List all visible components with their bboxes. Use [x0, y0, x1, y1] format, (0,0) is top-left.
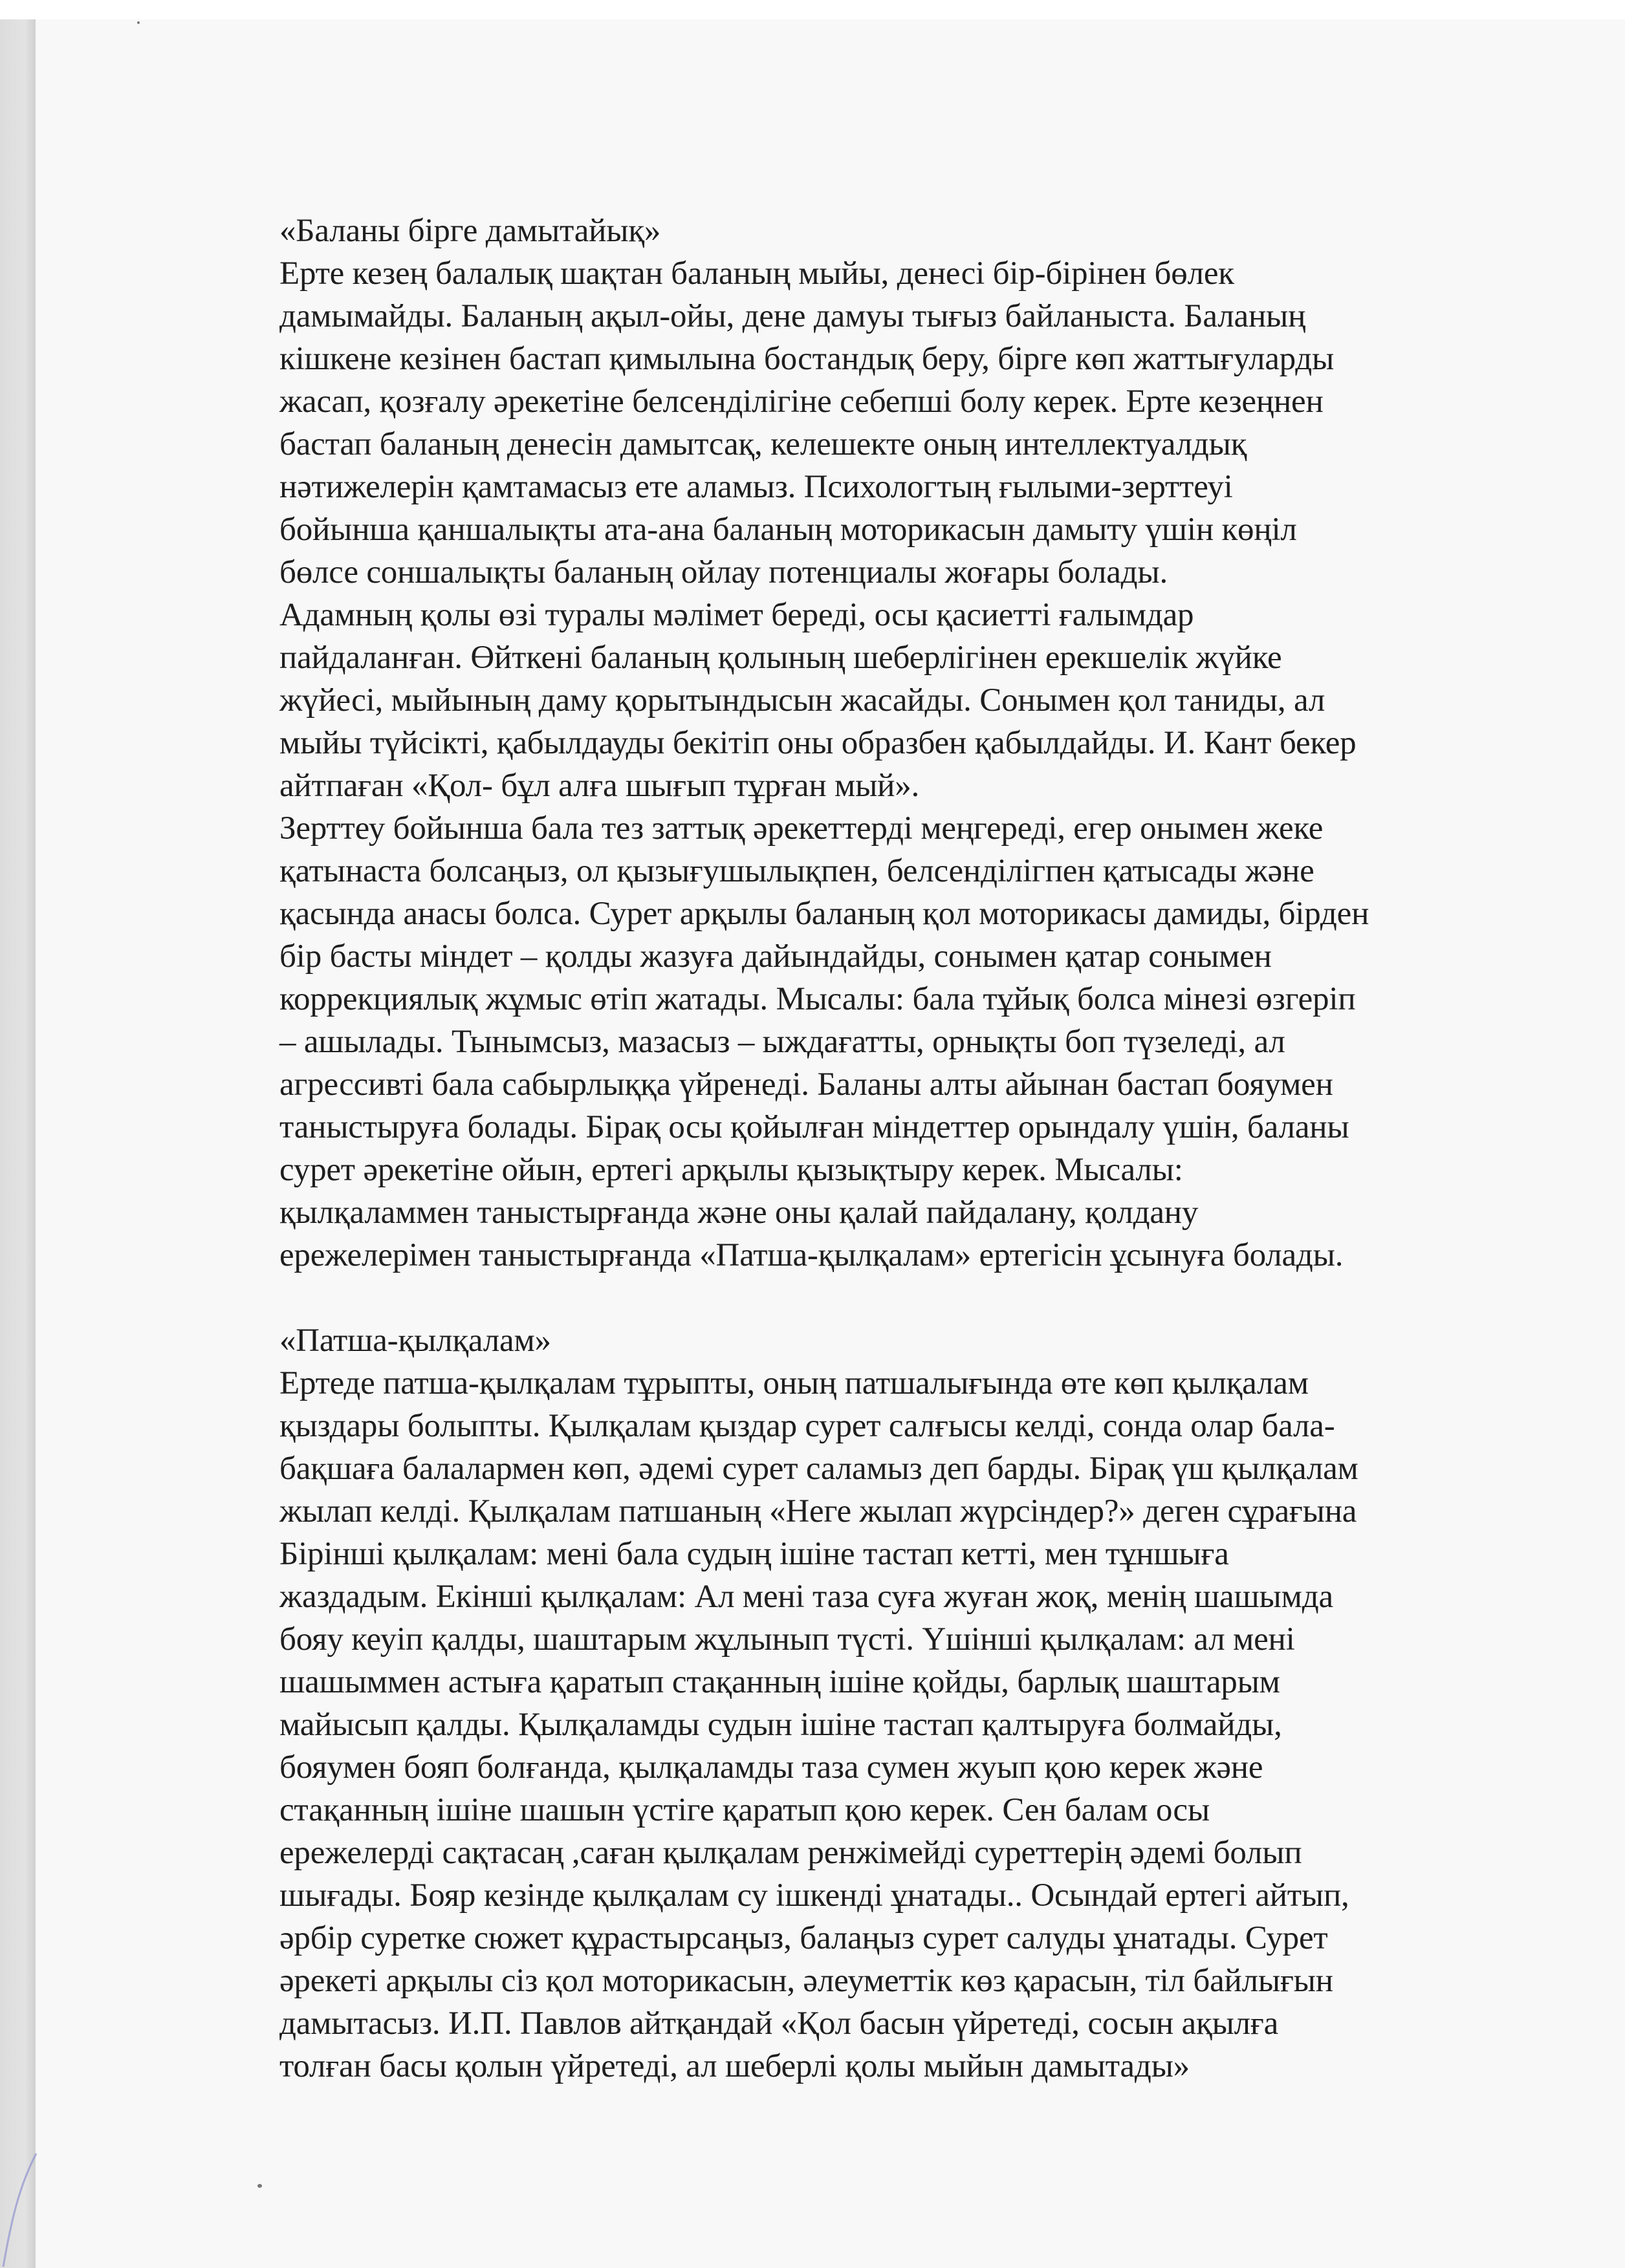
text-line: әрекеті арқылы сіз қол моторикасын, әлеуметтік көз қарасын, тіл байлығын: [279, 1963, 1333, 1999]
text-line: қатынаста болсаңыз, ол қызығушылықпен, белсенділігпен қатысады және: [279, 853, 1314, 889]
text-line: қылқаламмен таныстырғанда және оны қалай пайдалану, қолдану: [279, 1194, 1199, 1231]
text-line: жаздадым. Екінші қылқалам: Ал мені таза суға жуған жоқ, менің шашымда: [279, 1579, 1333, 1615]
text-line: дамымайды. Баланың ақыл-ойы, дене дамуы тығыз байланыста. Баланың: [279, 298, 1306, 334]
text-line: – ашылады. Тынымсыз, мазасыз – ыждағатты, орнықты боп түзеледі, ал: [279, 1024, 1285, 1060]
text-line: таныстыруға болады. Бірақ осы қойылған міндеттер орындалу үшін, баланы: [279, 1109, 1349, 1145]
text-line: ережелерді сақтасаң ,саған қылқалам ренжімейді суреттерің әдемі болып: [279, 1835, 1302, 1871]
section-baby-development: [279, 210, 1547, 1277]
text-line: майысып қалды. Қылқаламды судын ішіне тастап қалтыруға болмайды,: [279, 1707, 1282, 1743]
text-line: әрбір суретке сюжет құрастырсаңыз, балаңыз сурет салуды ұнатады. Сурет: [279, 1920, 1328, 1956]
text-line: бақшаға балалармен көп, әдемі сурет саламыз деп барды. Бірақ үш қылқалам: [279, 1451, 1358, 1487]
text-line: бір басты міндет – қолды жазуға дайындайды, сонымен қатар сонымен: [279, 938, 1272, 975]
text-line: бояумен бояп болғанда, қылқаламды таза сумен жуып қою керек және: [279, 1749, 1263, 1786]
text-line: бөлсе соншалықты баланың ойлау потенциалы жоғары болады.: [279, 554, 1168, 590]
text-line: мыйы түйсікті, қабылдауды бекітіп оны образбен қабылдайды. И. Кант бекер: [279, 725, 1357, 761]
text-line: шығады. Бояр кезінде қылқалам су ішкенді ұнатады.. Осындай ертегі айтып,: [279, 1877, 1349, 1914]
text-line: бояу кеуіп қалды, шаштарым жұлынып түсті. Үшінші қылқалам: ал мені: [279, 1621, 1295, 1658]
text-line: шашыммен астыға қаратып стақанның ішіне қойды, барлық шаштарым: [279, 1664, 1280, 1700]
text-line: қасында анасы болса. Сурет арқылы баланың қол моторикасы дамиды, бірден: [279, 896, 1369, 932]
section-king-brush-tale: [279, 1319, 1547, 2088]
text-line: ережелерімен таныстырғанда «Патша-қылқалам» ертегісін ұсынуға болады.: [279, 1237, 1344, 1273]
scan-speck: [137, 21, 140, 24]
section-title: «Патша-қылқалам»: [279, 1323, 551, 1359]
text-line: қыздары болыпты. Қылқалам қыздар сурет салғысы келді, сонда олар бала-: [279, 1408, 1335, 1444]
text-line: Ертеде патша-қылқалам тұрыпты, оның патшалығында өте көп қылқалам: [279, 1365, 1309, 1401]
text-line: айтпаған «Қол- бұл алға шығып тұрған мый».: [279, 768, 920, 804]
text-line: нәтижелерін қамтамасыз ете аламыз. Психологтың ғылыми-зерттеуі: [279, 469, 1233, 505]
section-paragraph: [279, 252, 1547, 1277]
text-line: бастап баланың денесін дамытсақ, келешекте оның интеллектуалдық: [279, 426, 1247, 462]
text-line: дамытасыз. И.П. Павлов айтқандай «Қол басын үйретеді, сосын ақылға: [279, 2005, 1279, 2042]
text-line: жылап келді. Қылқалам патшаның «Неге жылап жүрсіндер?» деген сұрағына: [279, 1493, 1357, 1529]
scan-left-edge: [0, 19, 36, 2268]
section-spacer: [279, 1277, 1547, 1319]
text-line: пайдаланған. Өйткені баланың қолының шеберлігінен ерекшелік жүйке: [279, 640, 1282, 676]
text-line: Ерте кезең балалық шақтан баланың мыйы, денесі бір-бірінен бөлек: [279, 255, 1234, 292]
scan-speck: [257, 2184, 262, 2188]
text-line: толған басы қолын үйретеді, ал шеберлі қолы мыйын дамытады»: [279, 2048, 1190, 2084]
text-line: стақанның ішіне шашын үстіге қаратып қою керек. Сен балам осы: [279, 1792, 1210, 1828]
text-line: жасап, қозғалу әрекетіне белсенділігіне себепші болу керек. Ерте кезеңнен: [279, 383, 1324, 420]
scan-top-margin: [0, 0, 1625, 19]
section-paragraph: [279, 1362, 1547, 2088]
document-body: [279, 210, 1547, 2088]
text-line: кішкене кезінен бастап қимылына бостандық беру, бірге көп жаттығуларды: [279, 341, 1335, 377]
text-line: агрессивті бала сабырлыққа үйренеді. Баланы алты айынан бастап бояумен: [279, 1066, 1333, 1103]
section-title: «Баланы бірге дамытайық»: [279, 213, 661, 249]
text-line: Бірінші қылқалам: мені бала судың ішіне тастап кетті, мен тұншыға: [279, 1536, 1229, 1572]
text-line: жүйесі, мыйының даму қорытындысын жасайды. Сонымен қол таниды, ал: [279, 682, 1325, 718]
text-line: коррекциялық жұмыс өтіп жатады. Мысалы: бала тұйық болса мінезі өзгеріп: [279, 981, 1356, 1017]
text-line: Зерттеу бойынша бала тез заттық әрекеттерді меңгереді, егер онымен жеке: [279, 810, 1324, 847]
text-line: сурет әрекетіне ойын, ертегі арқылы қызықтыру керек. Мысалы:: [279, 1152, 1183, 1188]
text-line: Адамның қолы өзі туралы мәлімет береді, осы қасиетті ғалымдар: [279, 597, 1194, 633]
text-line: бойынша қаншалықты ата-ана баланың моторикасын дамыту үшін көңіл: [279, 512, 1297, 548]
pen-stroke-mark: [0, 2147, 39, 2268]
